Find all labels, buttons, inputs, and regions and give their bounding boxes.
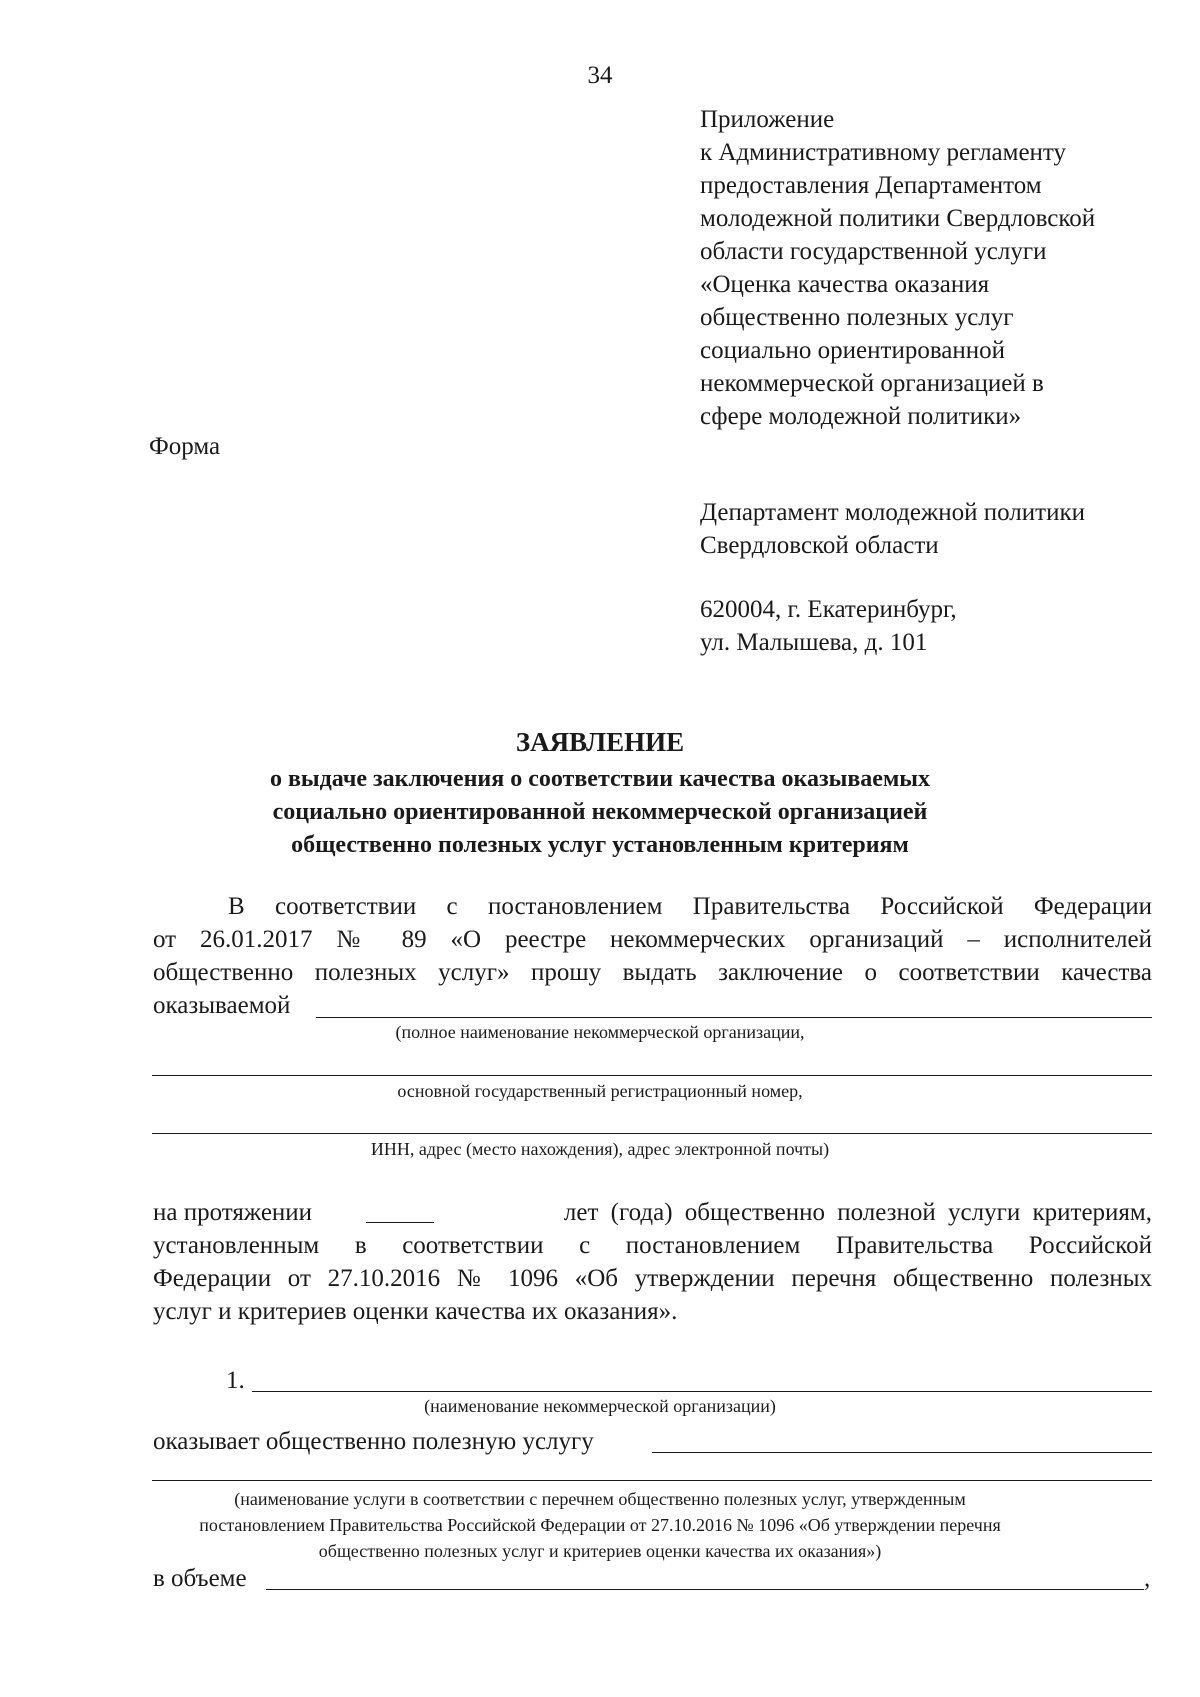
appendix-line: сфере молодежной политики» xyxy=(700,403,1022,430)
volume-label: в объеме xyxy=(153,1565,247,1592)
paragraph1-line: от 26.01.2017 № 89 «О реестре некоммерческих организаций – исполнителей xyxy=(153,926,1152,953)
appendix-line: общественно полезных услуг xyxy=(700,304,1014,331)
address-line: ул. Малышева, д. 101 xyxy=(700,629,928,656)
inn-address-caption: ИНН, адрес (место нахождения), адрес электронной почты) xyxy=(370,1139,830,1159)
org-full-name-field[interactable] xyxy=(316,1017,1152,1018)
ogrn-field[interactable] xyxy=(152,1075,1152,1076)
form-label: Форма xyxy=(149,433,221,460)
paragraph2-line: Федерации от 27.10.2016 № 1096 «Об утверждении перечня общественно полезных xyxy=(153,1265,1152,1292)
appendix-line: области государственной услуги xyxy=(700,238,1047,265)
document-title: ЗАЯВЛЕНИЕ xyxy=(515,727,685,757)
years-field[interactable] xyxy=(366,1222,434,1223)
recipient-line: Департамент молодежной политики xyxy=(700,499,1085,526)
provides-service-label: оказывает общественно полезную услугу xyxy=(153,1428,594,1455)
subtitle-line: общественно полезных услуг установленным критериям xyxy=(291,832,909,858)
document-subtitle xyxy=(0,763,1200,862)
appendix-line: социально ориентированной xyxy=(700,337,1006,364)
appendix-line: к Административному регламенту xyxy=(700,139,1067,166)
org-name-field[interactable] xyxy=(252,1391,1152,1392)
recipient-block xyxy=(700,496,1085,562)
appendix-header xyxy=(700,103,1180,433)
address-block xyxy=(700,593,957,659)
service-name-caption xyxy=(0,1486,1200,1564)
paragraph1-line: общественно полезных услуг» прошу выдать заключение о соответствии качества xyxy=(153,959,1152,986)
service-caption-line: (наименование услуги в соответствии с перечнем общественно полезных услуг, утвержденным xyxy=(234,1489,966,1509)
subtitle-line: о выдаче заключения о соответствии качества оказываемых xyxy=(269,766,931,792)
service-caption-line: постановлением Правительства Российской Федерации от 27.10.2016 № 1096 «Об утверждении перечня xyxy=(199,1515,1001,1535)
page-number: 34 xyxy=(587,62,613,89)
service-field-continued[interactable] xyxy=(152,1480,1152,1481)
org-name-caption: (наименование некоммерческой организации) xyxy=(424,1396,776,1416)
volume-end: , xyxy=(1144,1565,1151,1592)
recipient-line: Свердловской области xyxy=(700,532,939,559)
service-field[interactable] xyxy=(652,1452,1152,1453)
item-number: 1. xyxy=(226,1367,245,1394)
paragraph1-last-prefix: оказываемой xyxy=(153,992,291,1019)
service-caption-line: общественно полезных услуг и критериев оценки качества их оказания») xyxy=(318,1541,882,1561)
ogrn-caption: основной государственный регистрационный номер, xyxy=(397,1081,803,1101)
subtitle-line: социально ориентированной некоммерческой организацией xyxy=(272,799,928,825)
inn-address-field[interactable] xyxy=(152,1133,1152,1134)
paragraph1-line: В соответствии с постановлением Правительства Российской Федерации xyxy=(228,893,1152,920)
appendix-line: некоммерческой организацией в xyxy=(700,370,1044,397)
appendix-line: «Оценка качества оказания xyxy=(700,271,990,298)
volume-field[interactable] xyxy=(266,1589,1144,1590)
paragraph2-first-b: лет (года) общественно полезной услуги критериям, xyxy=(563,1199,1152,1226)
paragraph2-last: услуг и критериев оценки качества их оказания». xyxy=(153,1298,678,1325)
appendix-line: предоставления Департаментом xyxy=(700,172,1042,199)
appendix-line: Приложение xyxy=(700,106,835,133)
paragraph2-line: установленным в соответствии с постановлением Правительства Российской xyxy=(153,1232,1152,1259)
org-full-name-caption: (полное наименование некоммерческой организации, xyxy=(395,1022,805,1042)
appendix-line: молодежной политики Свердловской xyxy=(700,205,1096,232)
paragraph2-first-a: на протяжении xyxy=(153,1199,313,1226)
address-line: 620004, г. Екатеринбург, xyxy=(700,596,957,623)
